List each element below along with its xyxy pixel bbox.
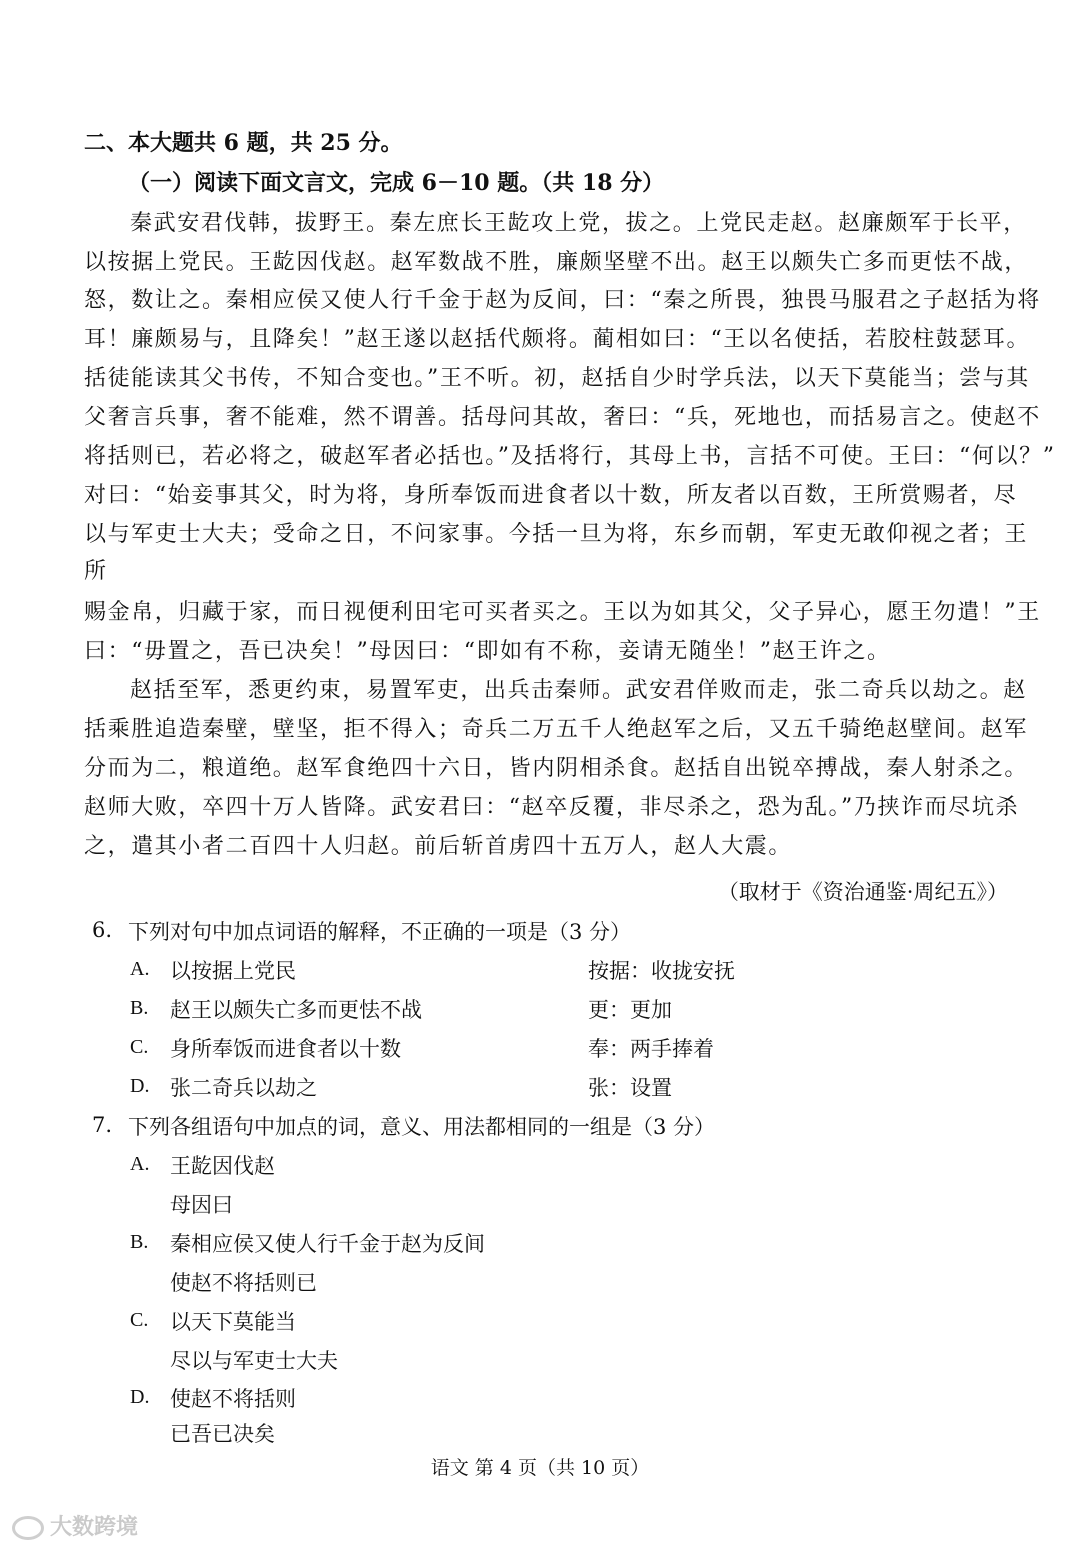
option-line-2: 尽以与军吏士大夫 (170, 1349, 338, 1373)
passage-line: 所 (84, 559, 108, 584)
passage-line: 分而为二，粮道绝。赵军食绝四十六日，皆内阴相杀食。赵括自出锐卒搏战，秦人射杀之。 (84, 756, 1029, 781)
option-line-1: 秦相应侯又使人行千金于赵为反间 (170, 1232, 485, 1256)
option-line-1: 王龁因伐赵 (170, 1154, 275, 1178)
watermark-text: 大数跨境 (50, 1515, 139, 1540)
option-letter: A. (130, 1153, 150, 1175)
passage-line: 怒，数让之。秦相应侯又使人行千金于赵为反间，曰：“秦之所畏，独畏马服君之子赵括为将 (84, 288, 1041, 313)
question-text: 下列对句中加点词语的解释，不正确的一项是（3 分） (128, 920, 632, 944)
option-text: 赵王以颇失亡多而更怯不战 (170, 998, 422, 1022)
passage-line: 将括则已，若必将之，破赵军者必括也。”及括将行，其母上书，言括不可使。王曰：“何以？” (84, 444, 1056, 469)
option-letter: B. (130, 1231, 149, 1253)
option-explanation: 奉：两手捧着 (588, 1037, 714, 1061)
option-explanation: 按据：收拢安抚 (588, 959, 735, 983)
option-line-2: 母因曰 (170, 1193, 233, 1217)
passage-line: 赵括至军，悉更约束，易置军吏，出兵击秦师。武安君佯败而走，张二奇兵以劫之。赵 (130, 678, 1027, 703)
option-letter: C. (130, 1309, 149, 1331)
passage-line: 括徒能读其父书传，不知合变也。”王不听。初，赵括自少时学兵法，以天下莫能当；尝与其 (84, 366, 1030, 391)
question-number: 6. (92, 918, 113, 942)
passage-line: 父奢言兵事，奢不能难，然不谓善。括母问其故，奢曰：“兵，死地也，而括易言之。使赵不 (84, 405, 1041, 430)
passage-line: 以与军吏士大夫；受命之日，不问家事。今括一旦为将，东乡而朝，军吏无敢仰视之者；王 (84, 522, 1029, 547)
passage-line: 赵师大败，卒四十万人皆降。武安君曰：“赵卒反覆，非尽杀之，恐为乱。”乃挟诈而尽坑杀 (84, 795, 1020, 820)
page-footer: 语文 第 4 页（共 10 页） (430, 1457, 650, 1479)
passage-line: 耳！廉颇易与，且降矣！”赵王遂以赵括代颇将。蔺相如曰：“王以名使括，若胶柱鼓瑟耳。 (84, 327, 1031, 352)
passage-source: （取材于《资治通鉴·周纪五》） (717, 880, 1008, 904)
passage-line: 赐金帛，归藏于家，而日视便利田宅可买者买之。王以为如其父，父子异心，愿王勿遣！”王 (84, 600, 1041, 625)
section-heading: 二、本大题共 6 题，共 25 分。 (84, 130, 403, 156)
question-number: 7. (92, 1113, 113, 1137)
passage-line: 对曰：“始妾事其父，时为将，身所奉饭而进食者以十数，所友者以百数，王所赏赐者，尽 (84, 483, 1018, 508)
option-explanation: 张：设置 (588, 1076, 672, 1100)
option-text: 以按据上党民 (170, 959, 296, 983)
option-line-1: 使赵不将括则 (170, 1387, 296, 1411)
option-explanation: 更：更加 (588, 998, 672, 1022)
watermark (12, 1510, 138, 1541)
watermark-logo-icon (12, 1516, 44, 1540)
option-line-1: 以天下莫能当 (170, 1310, 296, 1334)
option-letter: D. (130, 1075, 150, 1097)
passage-line: 曰：“毋置之，吾已决矣！”母因曰：“即如有不称，妾请无随坐！”赵王许之。 (84, 639, 891, 664)
option-letter: C. (130, 1036, 149, 1058)
option-letter: B. (130, 997, 149, 1019)
option-letter: D. (130, 1386, 150, 1408)
option-line-2: 使赵不将括则已 (170, 1271, 317, 1295)
option-text: 身所奉饭而进食者以十数 (170, 1037, 401, 1061)
question-text: 下列各组语句中加点的词，意义、用法都相同的一组是（3 分） (128, 1115, 716, 1139)
passage-line: 以按据上党民。王龁因伐赵。赵军数战不胜，廉颇坚壁不出。赵王以颇失亡多而更怯不战， (84, 250, 1029, 275)
passage-line: 括乘胜追造秦壁，壁坚，拒不得入；奇兵二万五千人绝赵军之后，又五千骑绝赵壁间。赵军 (84, 717, 1029, 742)
section-subheading: （一）阅读下面文言文，完成 6－10 题。（共 18 分） (128, 170, 665, 196)
option-text: 张二奇兵以劫之 (170, 1076, 317, 1100)
passage-line: 秦武安君伐韩，拔野王。秦左庶长王龁攻上党，拔之。上党民走赵。赵廉颇军于长平， (130, 211, 1027, 236)
passage-line: 之，遣其小者二百四十人归赵。前后斩首虏四十五万人，赵人大震。 (84, 834, 793, 859)
option-letter: A. (130, 958, 150, 980)
option-line-2: 已吾已决矣 (170, 1422, 275, 1446)
